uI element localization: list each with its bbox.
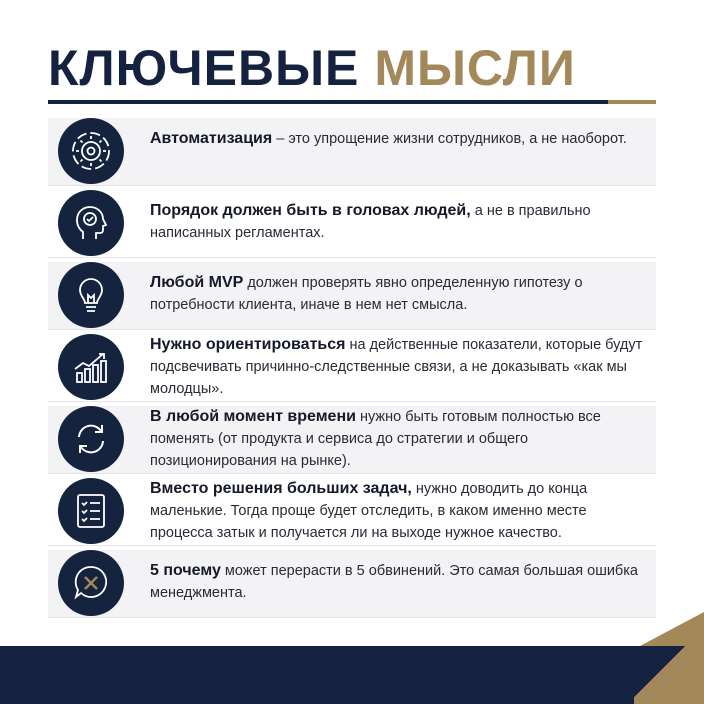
list-item bbox=[48, 478, 656, 546]
list-item bbox=[48, 190, 656, 258]
item-bold: В любой момент времени bbox=[150, 408, 356, 425]
refresh-arrows-icon bbox=[58, 406, 124, 472]
item-bold: 5 почему bbox=[150, 562, 221, 579]
page-title bbox=[48, 40, 576, 96]
item-bold: Автоматизация bbox=[150, 130, 273, 147]
item-body: нужно быть готовым полностью все поменять (от продукта и сервиса до стратегии и общего позиционирования на рынке). bbox=[150, 409, 601, 469]
title-underline bbox=[48, 100, 608, 104]
item-body: может перерасти в 5 обвинений. Это самая большая ошибка менеджмента. bbox=[150, 563, 638, 601]
item-text bbox=[150, 272, 650, 316]
gear-cycle-icon bbox=[58, 118, 124, 184]
item-bold: Вместо решения больших задач, bbox=[150, 480, 412, 497]
title-part-1: КЛЮЧЕВЫЕ bbox=[48, 40, 360, 96]
item-text bbox=[150, 128, 650, 150]
item-text bbox=[150, 478, 650, 544]
footer-band bbox=[0, 646, 704, 704]
item-body: на действенные показатели, которые будут подсвечивать причинно-следственные связи, а не доказывать «как мы молодцы». bbox=[150, 337, 643, 397]
head-check-icon bbox=[58, 190, 124, 256]
item-text bbox=[150, 560, 650, 604]
item-text bbox=[150, 200, 650, 244]
list-item bbox=[48, 406, 656, 474]
checklist-icon bbox=[58, 478, 124, 544]
list-item bbox=[48, 550, 656, 618]
footer-corner-accent bbox=[634, 646, 704, 704]
growth-chart-icon bbox=[58, 334, 124, 400]
item-bold: Порядок должен быть в головах людей, bbox=[150, 202, 471, 219]
lightbulb-icon bbox=[58, 262, 124, 328]
item-body: нужно доводить до конца маленькие. Тогда проще будет отследить, в каком именно месте процесса затык и получается ли на выходе нужное качество. bbox=[150, 481, 588, 541]
list-item bbox=[48, 262, 656, 330]
item-bold: Нужно ориентироваться bbox=[150, 336, 346, 353]
speech-cross-icon bbox=[58, 550, 124, 616]
item-body: должен проверять явно определенную гипотезу о потребности клиента, иначе в нем нет смысла. bbox=[150, 275, 583, 313]
title-part-2: МЫСЛИ bbox=[374, 40, 576, 96]
gold-corner-accent bbox=[640, 612, 704, 646]
list-item bbox=[48, 334, 656, 402]
item-text bbox=[150, 406, 650, 472]
title-underline-accent bbox=[608, 100, 656, 104]
list-item bbox=[48, 118, 656, 186]
key-thoughts-list bbox=[48, 118, 656, 622]
item-bold: Любой MVP bbox=[150, 274, 244, 291]
item-text bbox=[150, 334, 650, 400]
item-body: – это упрощение жизни сотрудников, а не наоборот. bbox=[272, 131, 627, 147]
item-body: а не в правильно написанных регламентах. bbox=[150, 203, 591, 241]
